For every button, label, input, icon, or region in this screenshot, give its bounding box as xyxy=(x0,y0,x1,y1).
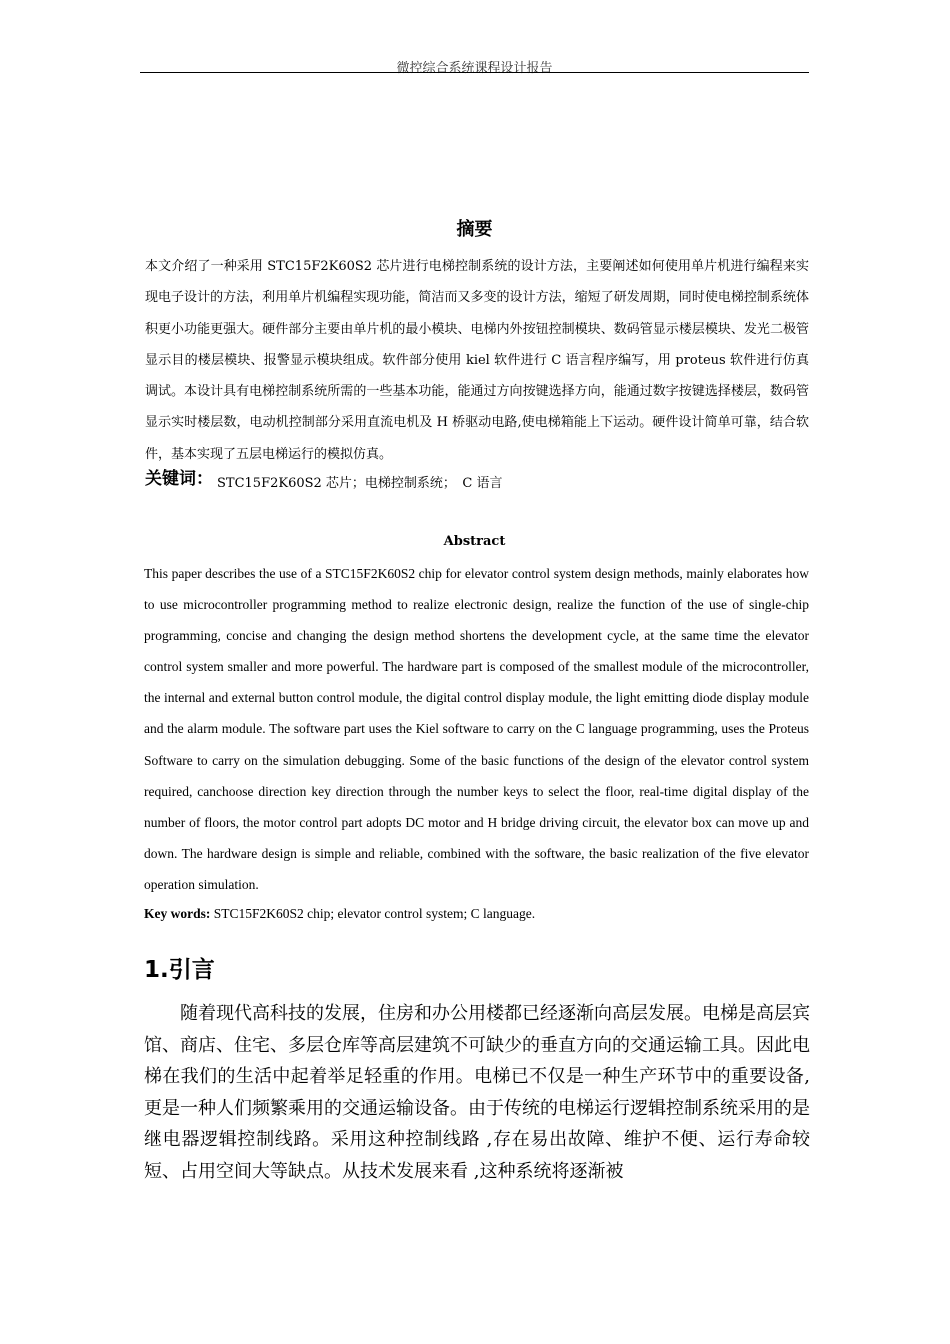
abstract-cn-title: 摘要 xyxy=(456,219,493,240)
introduction-body: 随着现代高科技的发展，住房和办公用楼都已经逐渐向高层发展。电梯是高层宾馆、商店、住宅、多层仓库等高层建筑不可缺少的垂直方向的交通运输工具。因此电梯在我们的生活中起着举足轻重的作用。电梯已不仅是一种生产环节中的重要设备,更是一种人们频繁乘用的交通运输设备。由于传统的电梯运行逻辑控制系统采用的是继电器逻辑控制线路。采用这种控制线路 ,存在易出故障、维护不便、运行寿命较短、占用空间大等缺点。从技术发展来看 ,这种系统将逐渐被 xyxy=(144,1003,810,1182)
header-rule xyxy=(140,72,809,73)
keywords-cn xyxy=(145,464,503,489)
section-heading-introduction: 1.引言 xyxy=(144,957,215,983)
keywords-cn-label: 关键词： xyxy=(145,469,213,489)
abstract-en-body: This paper describes the use of a STC15F2K60S2 chip for elevator control system design methods, mainly elaborates how to use microcontroller programming method to realize electronic design, realize the function of the use of single-chip programming, concise and changing the design method shortens the development cycle, at the same time the elevator control system smaller and more powerful. The hardware part is composed of the smallest module of the microcontroller, the internal and external button control module, the digital control display module, the light emitting diode display module and the alarm module. The software part uses the Kiel software to carry on the C language programming, uses the Proteus Software to carry on the simulation debugging. Some of the basic functions of the design of the elevator control system required, canchoose direction key direction through the number keys to select the floor, real-time digital display of the number of floors, the motor control part adopts DC motor and H bridge driving circuit, the elevator box can move up and down. The hardware design is simple and reliable, combined with the software, the basic realization of the five elevator operation simulation. xyxy=(144,566,809,892)
keywords-en-text: STC15F2K60S2 chip; elevator control system; C language. xyxy=(213,906,536,921)
keywords-cn-text: STC15F2K60S2 芯片；电梯控制系统； C 语言 xyxy=(217,476,503,491)
abstract-cn-body: 本文介绍了一种采用 STC15F2K60S2 芯片进行电梯控制系统的设计方法，主要阐述如何使用单片机进行编程来实现电子设计的方法，利用单片机编程实现功能，简洁而又多变的设计方法，缩短了研发周期，同时使电梯控制系统体积更小功能更强大。硬件部分主要由单片机的最小模块、电梯内外按钮控制模块、数码管显示楼层模块、发光二极管显示目的楼层模块、报警显示模块组成。软件部分使用 kiel 软件进行 C 语言程序编写，用 proteus 软件进行仿真调试。本设计具有电梯控制系统所需的一些基本功能，能通过方向按键选择方向，能通过数字按键选择楼层，数码管显示实时楼层数，电动机控制部分采用直流电机及 H 桥驱动电路,使电梯箱能上下运动。硬件设计简单可靠，结合软件，基本实现了五层电梯运行的模拟仿真。 xyxy=(145,259,809,462)
abstract-en-title: Abstract xyxy=(443,534,506,549)
keywords-en-label: Key words: xyxy=(144,906,211,921)
keywords-en xyxy=(144,906,535,922)
running-header: 微控综合系统课程设计报告 xyxy=(396,61,553,76)
